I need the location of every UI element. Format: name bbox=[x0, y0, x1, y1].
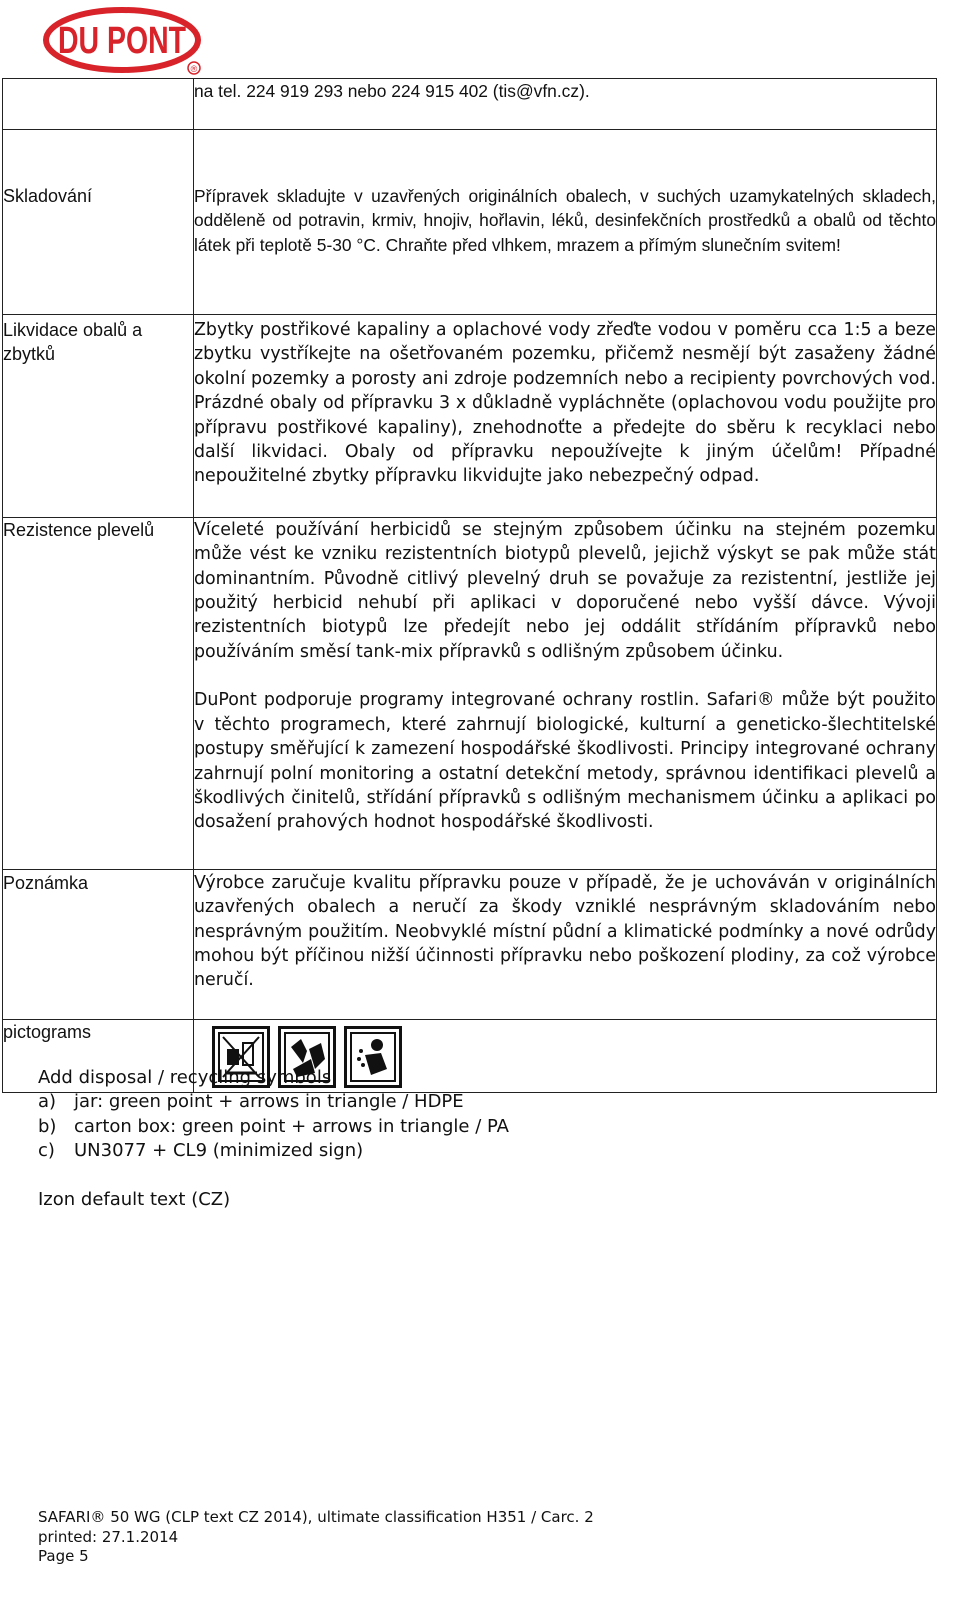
resistance-text: Víceleté používání herbicidů se stejným způsobem účinku na stejném pozemku může vést ke vzniku rezistentních biotypů plevelů, jejichž výskyt se pak může stát dominantním. Původně citlivý plevelný druh se považuje za rezistentní, jestliže jej použitý herbicid nehubí při aplikaci v doporučené nebo vyšší dávce. Vývoji rezistentních biotypů lze předejít nebo jej oddálit střídáním přípravků nebo používáním směsí tank-mix přípravků s odlišným způsobem účinku. bbox=[194, 519, 936, 662]
izon-default-text: Izon default text (CZ) bbox=[38, 1188, 231, 1210]
table-row-note bbox=[3, 869, 937, 1019]
list-item-text: UN3077 + CL9 (minimized sign) bbox=[74, 1140, 364, 1162]
notes-title: Add disposal / recycling symbols: bbox=[38, 1067, 338, 1088]
storage-text: Přípravek skladujte v uzavřených originálních obalech, v suchých uzamykatelných skladech, odděleně od potravin, krmiv, hnojiv, hořlavin, léků, desinfekčních prostředků a obalů od těchto látek při teplotě 5-30 °C. Chraňte před vlhkem, mrazem a přímým slunečním svitem! bbox=[194, 186, 936, 255]
logo-text: DU PONT bbox=[58, 20, 186, 62]
logo-registered-mark: ® bbox=[190, 64, 198, 74]
note-label: Poznámka bbox=[3, 869, 194, 1019]
list-item bbox=[38, 1139, 509, 1163]
poison-center-phone: na tel. 224 919 293 nebo 224 915 402 (tis@vfn.cz). bbox=[194, 79, 937, 130]
disposal-label: Likvidace obalů a zbytků bbox=[3, 315, 194, 518]
resistance-label: Rezistence plevelů bbox=[3, 517, 194, 869]
table-row-resistance bbox=[3, 517, 937, 869]
list-item-letter: b) bbox=[38, 1115, 57, 1137]
ipm-text: DuPont podporuje programy integrované ochrany rostlin. Safari® může být použito v těchto programech, které zahrnují biologické, kulturní a geneticko-šlechtitelské postupy směřující k zamezení hospodářské škodlivosti. Principy integrované ochrany zahrnují polní monitoring a ostatní detekční metody, správnou identifikaci plevelů a škodlivých činitelů, střídání přípravků s odlišným mechanismem účinku a aplikaci po dosažení prahových hodnot hospodářské škodlivosti. bbox=[194, 690, 936, 833]
storage-label: Skladování bbox=[3, 130, 194, 315]
note-text: Výrobce zaručuje kvalitu přípravku pouze v případě, že je uchováván v originálních uzavřených obalech a neručí za škody vzniklé nesprávným skladováním nebo nesprávným použitím. Neobvyklé místní půdní a klimatické podmínky a nové odrůdy mohou být příčinou nižší účinnosti přípravku nebo poškození plodiny, za což výrobce neručí. bbox=[194, 872, 936, 991]
list-item-letter: a) bbox=[38, 1091, 57, 1113]
page-footer bbox=[38, 1508, 594, 1567]
footer-product-line: SAFARI® 50 WG (CLP text CZ 2014), ultimate classification H351 / Carc. 2 bbox=[38, 1508, 594, 1526]
product-info-table bbox=[2, 78, 937, 1093]
list-item bbox=[38, 1090, 509, 1114]
table-row bbox=[3, 79, 937, 130]
row-label-empty bbox=[3, 79, 194, 130]
list-item bbox=[38, 1115, 509, 1139]
list-item-text: carton box: green point + arrows in triangle / PA bbox=[74, 1115, 509, 1137]
dupont-logo bbox=[44, 6, 204, 78]
table-row-storage bbox=[3, 130, 937, 315]
footer-page-number: Page 5 bbox=[38, 1547, 89, 1565]
footer-printed-date: printed: 27.1.2014 bbox=[38, 1527, 179, 1546]
disposal-text: Zbytky postřikové kapaliny a oplachové vody zřeďte vodou v poměru cca 1:5 a beze zbytku vystříkejte na ošetřovaném pozemku, přičemž nesmějí být zasaženy žádné okolní pozemky a porosty ani zdroje podzemních nebo a recipienty povrchových vod. Prázdné obaly od přípravku 3 x důkladně vypláchněte (oplachovou vodu použijte pro přípravu postřikové kapaliny), znehodnoťte a předejte do sběru k recyklaci nebo další likvidaci. Obaly od přípravku nepoužívejte k jiným účelům! Případné nepoužitelné zbytky přípravku likvidujte jako nebezpečný odpad. bbox=[194, 320, 936, 487]
list-item-letter: c) bbox=[38, 1140, 55, 1162]
list-item-text: jar: green point + arrows in triangle / HDPE bbox=[74, 1091, 464, 1113]
table-row-disposal bbox=[3, 315, 937, 518]
disposal-notes bbox=[38, 1066, 509, 1212]
pictograms-label: pictograms bbox=[3, 1019, 194, 1092]
